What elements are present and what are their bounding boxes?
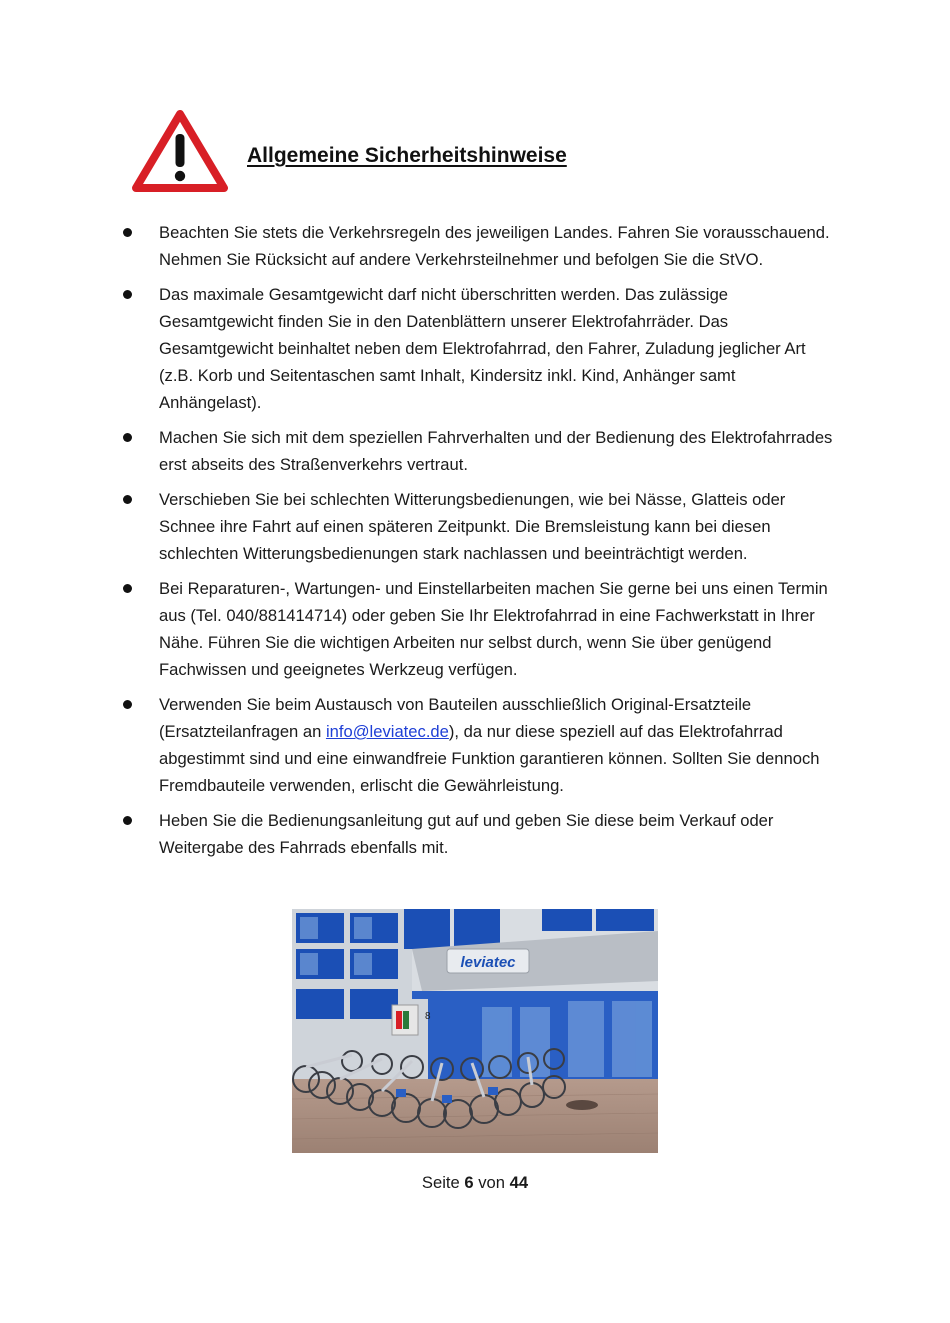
footer-prefix: Seite xyxy=(421,1173,460,1192)
total-page-count: 44 xyxy=(509,1173,529,1192)
safety-list xyxy=(120,219,835,869)
list-item-text: Beachten Sie stets die Verkehrsregeln des jeweiligen Landes. Fahren Sie vorausschauend. Nehmen Sie Rücksicht auf andere Verkehrsteilnehmer und befolgen Sie die StVO. xyxy=(159,223,830,269)
list-item-text: Heben Sie die Bedienungsanleitung gut auf und geben Sie diese beim Verkauf oder Weitergabe des Fahrrads ebenfalls mit. xyxy=(159,811,774,857)
list-item-text: Bei Reparaturen-, Wartungen- und Einstellarbeiten machen Sie gerne bei uns einen Termin aus (Tel. 040/881414714) oder geben Sie Ihr Elektrofahrrad in eine Fachwerkstatt in Ihrer Nähe. Führen Sie die wichtigen Arbeiten nur selbst durch, wenn Sie über genügend Fachwissen und geeignetes Werkzeug verfügen. xyxy=(159,579,828,679)
list-item xyxy=(120,281,835,416)
bullet-dot xyxy=(123,290,132,299)
warning-triangle-icon xyxy=(132,110,228,194)
list-item xyxy=(120,691,835,799)
list-item xyxy=(120,424,835,478)
footer-middle: von xyxy=(478,1173,505,1192)
list-item-text-after: ), da nur diese speziell auf das Elektrofahrrad abgestimmt sind und eine einwandfreie Funktion garantieren können. Sollten Sie dennoch Fremdbauteile verwenden, erlischt die Gewährleistung. xyxy=(159,722,820,795)
bullet-dot xyxy=(123,816,132,825)
bullet-dot xyxy=(123,228,132,237)
section-title: Allgemeine Sicherheitshinweise xyxy=(247,144,567,167)
email-link[interactable]: info@leviatec.de xyxy=(325,722,449,741)
door-number-text: 8 xyxy=(425,1011,431,1022)
list-item xyxy=(120,486,835,567)
list-item-text: Das maximale Gesamtgewicht darf nicht überschritten werden. Das zulässige Gesamtgewicht finden Sie in den Datenblättern unserer Elektrofahrräder. Das Gesamtgewicht beinhaltet neben dem Elektrofahrrad, den Fahrer, Zuladung jeglicher Art (z.B. Korb und Seitentaschen samt Inhalt, Kindersitz inkl. Kind, Anhänger samt Anhängelast). xyxy=(159,285,806,412)
page-footer xyxy=(0,1173,950,1193)
list-item xyxy=(120,807,835,861)
list-item-text: Machen Sie sich mit dem speziellen Fahrverhalten und der Bedienung des Elektrofahrrades erst abseits des Straßenverkehrs vertraut. xyxy=(159,428,833,474)
list-item-text: Verschieben Sie bei schlechten Witterungsbedienungen, wie bei Nässe, Glatteis oder Schnee ihre Fahrt auf einen späteren Zeitpunkt. Die Bremsleistung kann bei diesen schlechten Witterungsbedienungen stark nachlassen und beeinträchtigt werden. xyxy=(159,490,786,563)
list-item xyxy=(120,575,835,683)
bullet-dot xyxy=(123,700,132,709)
sign-logo-text: leviatec xyxy=(460,954,516,971)
bullet-dot xyxy=(123,495,132,504)
storefront-photo xyxy=(292,909,658,1153)
current-page-number: 6 xyxy=(464,1173,474,1192)
list-item xyxy=(120,219,835,273)
bullet-dot xyxy=(123,433,132,442)
bullet-dot xyxy=(123,584,132,593)
list-item-text-before: Verwenden Sie beim Austausch von Bauteilen ausschließlich Original-Ersatzteile (Ersatzteilanfragen an xyxy=(159,695,752,741)
